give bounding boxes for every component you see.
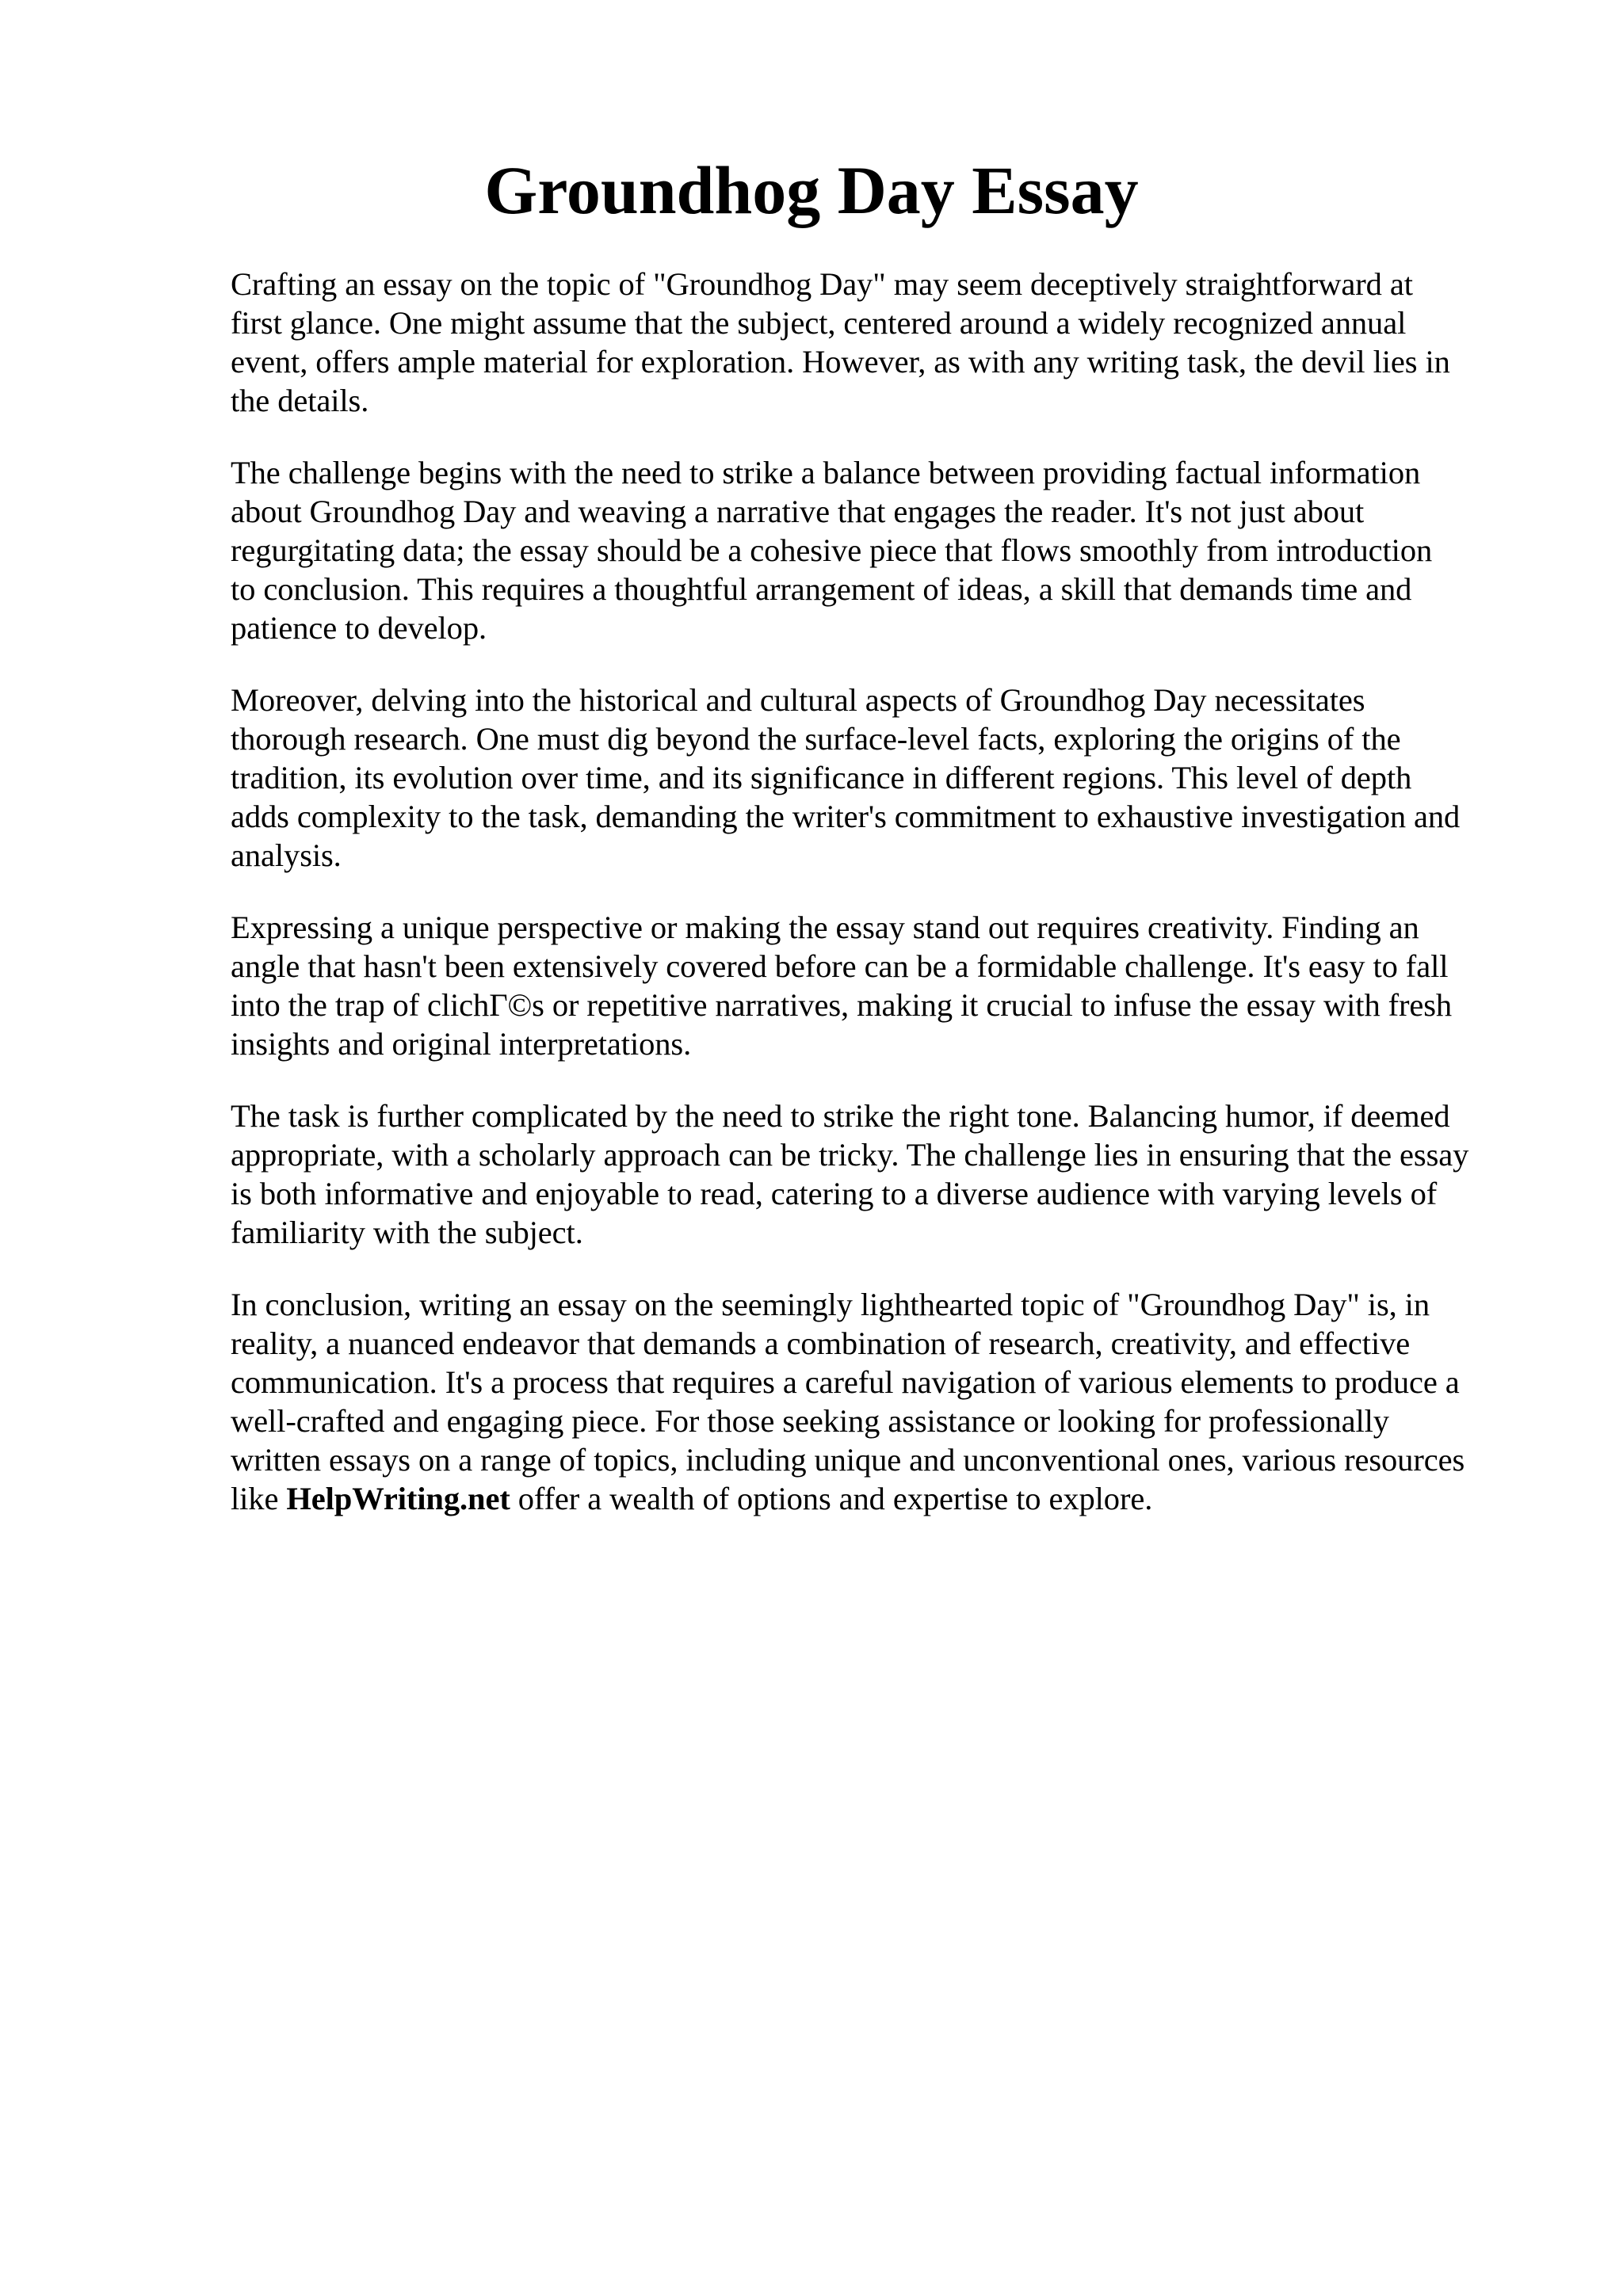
- essay-body: [231, 265, 1514, 1551]
- text-line: regurgitating data; the essay should be a cohesive piece that flows smoothly from introduction: [231, 532, 1433, 568]
- text-line: about Groundhog Day and weaving a narrative that engages the reader. It's not just about: [231, 494, 1365, 529]
- text-line: adds complexity to the task, demanding the writer's commitment to exhaustive investigation and: [231, 799, 1461, 834]
- text-line: The challenge begins with the need to strike a balance between providing factual information: [231, 455, 1421, 490]
- text-line: written essays on a range of topics, including unique and unconventional ones, various resources: [231, 1442, 1465, 1478]
- text-line: into the trap of clichΓ©s or repetitive narratives, making it crucial to infuse the essay with fresh: [231, 987, 1453, 1023]
- text-line-with-link: [231, 1479, 1514, 1518]
- text-line: familiarity with the subject.: [231, 1215, 583, 1250]
- text-line: analysis.: [231, 837, 342, 873]
- paragraph-5: [231, 1097, 1514, 1252]
- text-line: well-crafted and engaging piece. For those seeking assistance or looking for professionally: [231, 1403, 1389, 1439]
- paragraph-4: [231, 908, 1514, 1063]
- paragraph-3: [231, 681, 1514, 875]
- text-line: is both informative and enjoyable to read, catering to a diverse audience with varying levels of: [231, 1176, 1438, 1211]
- text-line: angle that hasn't been extensively covered before can be a formidable challenge. It's easy to fall: [231, 948, 1449, 984]
- text-line: reality, a nuanced endeavor that demands a combination of research, creativity, and effective: [231, 1325, 1411, 1361]
- text-line: Moreover, delving into the historical and cultural aspects of Groundhog Day necessitates: [231, 682, 1365, 718]
- paragraph-6: [231, 1285, 1514, 1518]
- text-fragment: offer a wealth of options and expertise to explore.: [517, 1481, 1153, 1516]
- text-line: Expressing a unique perspective or making the essay stand out requires creativity. Finding an: [231, 910, 1419, 945]
- helpwriting-link[interactable]: HelpWriting.net: [286, 1481, 510, 1516]
- text-line: thorough research. One must dig beyond the surface-level facts, exploring the origins of the: [231, 721, 1401, 757]
- text-line: the details.: [231, 383, 369, 418]
- text-line: Crafting an essay on the topic of "Groundhog Day" may seem deceptively straightforward at: [231, 266, 1413, 302]
- text-line: communication. It's a process that requires a careful navigation of various elements to produce a: [231, 1364, 1460, 1400]
- text-line: appropriate, with a scholarly approach can be tricky. The challenge lies in ensuring that the essay: [231, 1137, 1469, 1173]
- text-line: insights and original interpretations.: [231, 1026, 692, 1062]
- text-line: event, offers ample material for exploration. However, as with any writing task, the devil lies in: [231, 344, 1450, 379]
- text-line: In conclusion, writing an essay on the seemingly lighthearted topic of "Groundhog Day" is, in: [231, 1287, 1430, 1322]
- text-line: first glance. One might assume that the subject, centered around a widely recognized annual: [231, 305, 1407, 341]
- text-line: patience to develop.: [231, 610, 487, 646]
- paragraph-2: [231, 453, 1514, 647]
- text-line: The task is further complicated by the need to strike the right tone. Balancing humor, if deemed: [231, 1098, 1450, 1134]
- text-fragment: like: [231, 1481, 279, 1516]
- paragraph-1: [231, 265, 1514, 420]
- page-title: Groundhog Day Essay: [484, 152, 1139, 228]
- text-line: tradition, its evolution over time, and its significance in different regions. This level of depth: [231, 760, 1412, 795]
- text-line: to conclusion. This requires a thoughtful arrangement of ideas, a skill that demands time and: [231, 571, 1412, 607]
